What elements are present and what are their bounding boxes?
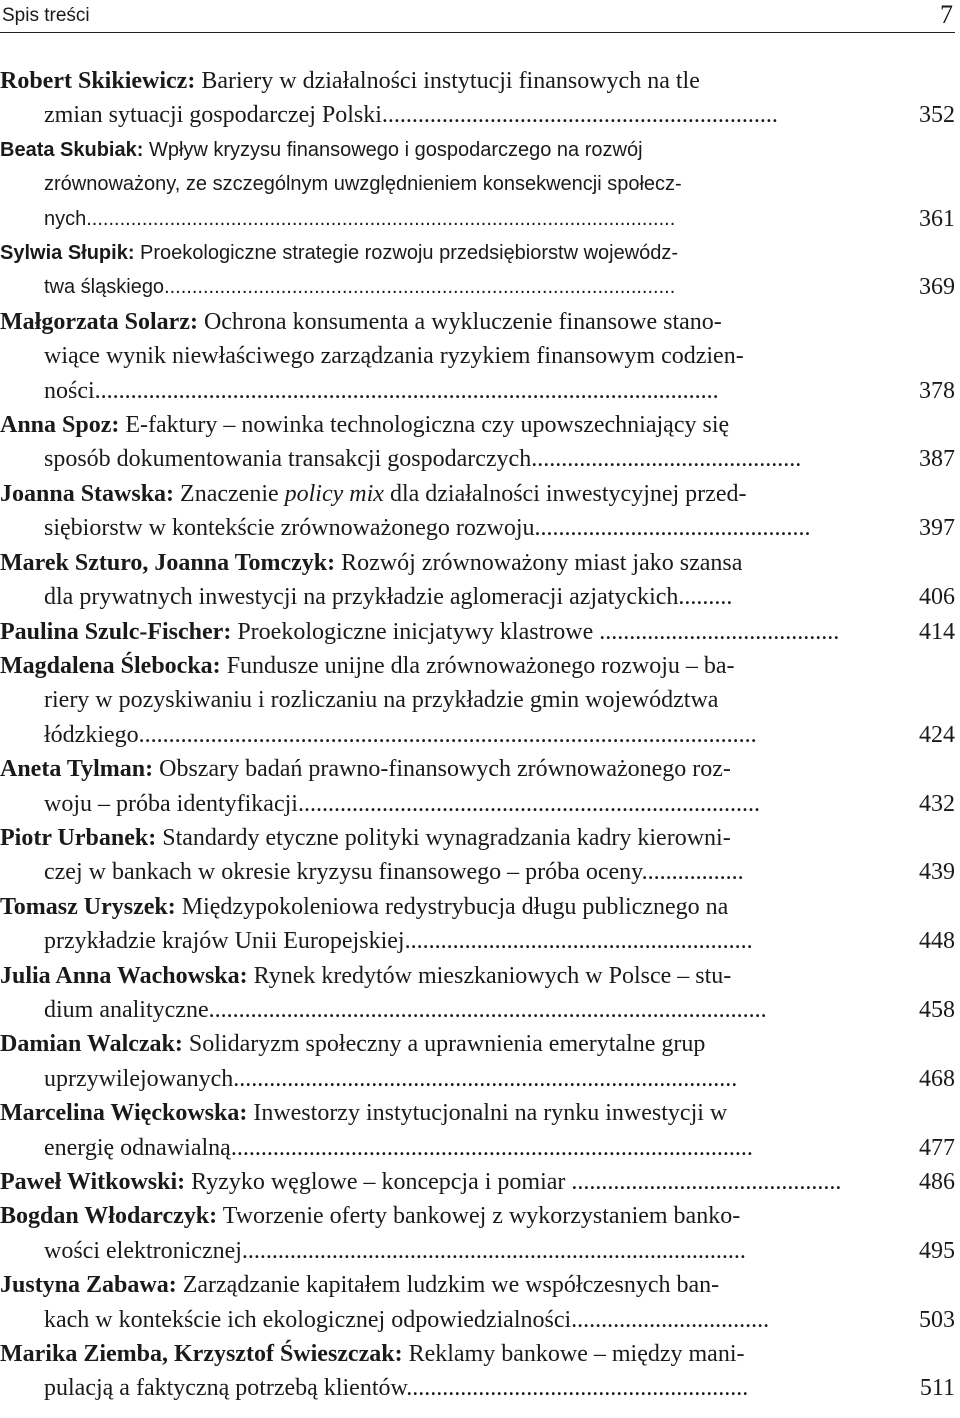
entry-title-continued <box>0 442 880 476</box>
leader-dots: ............................................................................................ <box>164 276 676 299</box>
entry-page-number: 432 <box>919 790 955 817</box>
toc-entry-text <box>0 1199 880 1268</box>
leader-dots: .................................................................................... <box>233 1065 738 1092</box>
entry-title-continued <box>0 855 880 889</box>
entry-title: Proekologiczne inicjatywy klastrowe <box>237 618 594 645</box>
toc-entry <box>0 236 955 305</box>
entry-page-number: 387 <box>919 446 955 473</box>
entry-title: Wpływ kryzysu finansowego i gospodarczego na rozwój <box>148 138 643 161</box>
entry-author: Aneta Tylman: <box>0 756 154 783</box>
entry-title: Proekologiczne strategie rozwoju przedsiębiorstw wojewódz- <box>140 242 679 265</box>
entry-page-number: 414 <box>919 618 955 645</box>
entry-title-continued <box>0 787 880 821</box>
toc-entry <box>0 821 955 890</box>
toc-entry-text <box>0 1027 880 1096</box>
toc-entry <box>0 477 955 546</box>
leader-dots: ................. <box>641 859 744 886</box>
entry-title-line: sposób dokumentowania transakcji gospodarczych <box>44 446 532 473</box>
toc-entry <box>0 305 955 408</box>
entry-author: Małgorzata Solarz: <box>0 308 198 335</box>
entry-author: Piotr Urbanek: <box>0 824 157 851</box>
entry-title-continued <box>0 993 880 1027</box>
entry-author: Paweł Witkowski: <box>0 1169 186 1195</box>
entry-title-continued <box>0 718 880 752</box>
entry-page-number: 406 <box>919 584 955 611</box>
entry-title-italic: policy mix <box>284 480 384 507</box>
entry-title-line: twa śląskiego <box>44 276 165 299</box>
entry-title-line: dla prywatnych inwestycji na przykładzie aglomeracji azjatyckich <box>44 584 679 611</box>
entry-title-continued <box>0 1131 880 1165</box>
entry-title-line: wości elektronicznej <box>44 1237 242 1264</box>
entry-title-line: łódzkiego <box>44 721 139 748</box>
entry-author: Marika Ziemba, Krzysztof Świeszczak: <box>0 1341 403 1368</box>
entry-author: Bogdan Włodarczyk: <box>0 1203 218 1230</box>
entry-author: Marcelina Więckowska: <box>0 1100 248 1127</box>
entry-author: Sylwia Słupik: <box>0 242 135 265</box>
entry-title-continued <box>0 98 880 132</box>
entry-title-line: przykładzie krajów Unii Europejskiej <box>44 928 405 955</box>
entry-title: Fundusze unijne dla zrównoważonego rozwoju – ba- <box>226 652 735 679</box>
entry-title: Ryzyko węglowe – koncepcja i pomiar <box>191 1169 566 1195</box>
leader-dots: ............................................. <box>531 446 802 473</box>
entry-page-number: 486 <box>919 1169 955 1195</box>
leader-dots: ............................................................................................. <box>208 996 767 1023</box>
toc-entry <box>0 1096 955 1165</box>
page-number: 7 <box>940 0 953 29</box>
entry-title-line: pulacją a faktyczną potrzebą klientów <box>44 1375 407 1402</box>
entry-title-continued <box>0 270 880 304</box>
entry-title: E-faktury – nowinka technologiczna czy upowszechniający się <box>125 412 730 439</box>
leader-dots: ........................................ <box>599 618 840 645</box>
entry-title-continued <box>0 202 880 236</box>
toc-entry-text <box>0 1096 880 1165</box>
entry-page-number: 448 <box>919 928 955 955</box>
entry-page-number: 477 <box>919 1134 955 1161</box>
entry-title-line: nych <box>44 207 87 230</box>
section-title: Spis treści <box>2 5 90 26</box>
entry-title: Międzypokoleniowa redystrybucja długu publicznego na <box>181 893 729 920</box>
entry-title-continued <box>0 374 880 408</box>
entry-title-line: wiące wynik niewłaściwego zarządzania ryzykiem finansowym codzien- <box>44 343 744 370</box>
toc-entry-text <box>0 1165 880 1199</box>
entry-title: Ochrona konsumenta a wykluczenie finansowe stano- <box>203 308 722 335</box>
entry-title-line: czej w bankach w okresie kryzysu finansowego – próba oceny <box>44 859 642 886</box>
leader-dots: ........................................................................................................ <box>94 377 719 404</box>
toc-entry-text <box>0 649 880 752</box>
toc-entry <box>0 959 955 1028</box>
leader-dots: ....................................................................................................... <box>138 721 757 748</box>
toc-entry <box>0 64 955 133</box>
table-of-contents <box>0 64 960 1406</box>
leader-dots: .......................................................................................................... <box>86 207 676 230</box>
entry-author: Paulina Szulc-Fischer: <box>0 618 232 645</box>
entry-title-continued <box>0 339 880 373</box>
entry-author: Magdalena Ślebocka: <box>0 652 221 679</box>
toc-entry-text <box>0 1337 880 1406</box>
entry-page-number: 458 <box>919 996 955 1023</box>
toc-entry-text <box>0 236 880 305</box>
entry-page-number: 511 <box>919 1375 955 1402</box>
entry-page-number: 468 <box>919 1065 955 1092</box>
toc-entry <box>0 546 955 615</box>
entry-page-number: 397 <box>919 515 955 542</box>
toc-entry-text <box>0 477 880 546</box>
toc-entry-text <box>0 546 880 615</box>
toc-entry-text <box>0 1268 880 1337</box>
leader-dots: ......... <box>678 584 733 611</box>
entry-title: Inwestorzy instytucjonalni na rynku inwestycji w <box>253 1100 728 1127</box>
entry-title-continued <box>0 1371 880 1405</box>
entry-title: Zarządzanie kapitałem ludzkim we współczesnych ban- <box>182 1272 720 1299</box>
entry-title: Tworzenie oferty bankowej z wykorzystaniem banko- <box>222 1203 741 1230</box>
entry-title: Rynek kredytów mieszkaniowych w Polsce – stu- <box>253 962 732 989</box>
toc-entry <box>0 408 955 477</box>
entry-title-line: zrównoważony, ze szczególnym uwzględnieniem konsekwencji społecz- <box>44 173 682 196</box>
toc-entry-text <box>0 752 880 821</box>
toc-entry-text <box>0 133 880 236</box>
entry-page-number: 439 <box>919 859 955 886</box>
toc-entry <box>0 1027 955 1096</box>
entry-page-number: 352 <box>919 102 955 129</box>
entry-author: Justyna Zabawa: <box>0 1272 177 1299</box>
entry-page-number: 495 <box>919 1237 955 1264</box>
entry-title-continued <box>0 924 880 958</box>
entry-title: Bariery w działalności instytucji finansowych na tle <box>201 68 700 94</box>
entry-author: Marek Szturo, Joanna Tomczyk: <box>0 549 336 576</box>
leader-dots: .......................................................... <box>404 928 753 955</box>
leader-dots: ............................................................................. <box>297 790 760 817</box>
entry-title: Solidaryzm społeczny a uprawnienia emerytalne grup <box>188 1031 706 1058</box>
leader-dots: ................................. <box>571 1306 770 1333</box>
entry-title-line: dium analityczne <box>44 996 209 1023</box>
entry-title-line: riery w pozyskiwaniu i rozliczaniu na przykładzie gmin województwa <box>44 687 719 714</box>
entry-author: Joanna Stawska: <box>0 480 175 507</box>
toc-entry-text <box>0 615 880 649</box>
entry-title-line: ności <box>44 377 95 404</box>
entry-title: Znaczenie <box>180 480 279 507</box>
running-head <box>0 0 955 33</box>
toc-entry <box>0 649 955 752</box>
leader-dots: ......................................................... <box>406 1375 749 1402</box>
toc-entry-text <box>0 959 880 1028</box>
entry-page-number: 361 <box>919 205 955 232</box>
toc-entry <box>0 890 955 959</box>
entry-title-line: kach w kontekście ich ekologicznej odpowiedzialności <box>44 1306 572 1333</box>
entry-author: Robert Skikiewicz: <box>0 68 196 94</box>
entry-title-continued <box>0 580 880 614</box>
toc-entry <box>0 133 955 236</box>
entry-title-continued <box>0 1062 880 1096</box>
toc-entry-text <box>0 64 880 133</box>
entry-title-continued <box>0 511 880 545</box>
entry-title-continued <box>0 167 880 201</box>
entry-title: Obszary badań prawno-finansowych zrównoważonego roz- <box>159 756 731 783</box>
entry-author: Damian Walczak: <box>0 1031 183 1058</box>
leader-dots: .................................................................. <box>381 102 778 129</box>
toc-entry <box>0 615 955 649</box>
toc-entry-text <box>0 408 880 477</box>
toc-entry <box>0 1268 955 1337</box>
entry-title-line: energię odnawialną <box>44 1134 231 1161</box>
entry-author: Beata Skubiak: <box>0 138 144 161</box>
entry-title-continued <box>0 683 880 717</box>
entry-author: Julia Anna Wachowska: <box>0 962 248 989</box>
entry-title: dla działalności inwestycyjnej przed- <box>389 480 747 507</box>
leader-dots: .............................................. <box>534 515 811 542</box>
toc-entry-text <box>0 890 880 959</box>
toc-entry-text <box>0 821 880 890</box>
entry-title: Standardy etyczne polityki wynagradzania kadry kierowni- <box>162 824 731 851</box>
toc-entry <box>0 752 955 821</box>
toc-entry <box>0 1337 955 1406</box>
entry-page-number: 503 <box>919 1306 955 1333</box>
entry-author: Anna Spoz: <box>0 412 120 439</box>
entry-title-line: zmian sytuacji gospodarczej Polski <box>44 102 382 129</box>
toc-entry <box>0 1199 955 1268</box>
entry-title-continued <box>0 1234 880 1268</box>
entry-title: Rozwój zrównoważony miast jako szansa <box>341 549 743 576</box>
entry-page-number: 369 <box>919 274 955 301</box>
entry-page-number: 424 <box>919 721 955 748</box>
toc-entry-text <box>0 305 880 408</box>
entry-page-number: 378 <box>919 377 955 404</box>
entry-title: Reklamy bankowe – między mani- <box>408 1341 745 1368</box>
entry-title-line: uprzywilejowanych <box>44 1065 234 1092</box>
entry-author: Tomasz Uryszek: <box>0 893 176 920</box>
entry-title-line: woju – próba identyfikacji <box>44 790 298 817</box>
leader-dots: ....................................................................................... <box>230 1134 753 1161</box>
entry-title-continued <box>0 1303 880 1337</box>
leader-dots: ............................................. <box>571 1169 842 1195</box>
leader-dots: .................................................................................... <box>241 1237 746 1264</box>
entry-title-line: siębiorstw w kontekście zrównoważonego rozwoju <box>44 515 535 542</box>
toc-entry <box>0 1165 955 1199</box>
